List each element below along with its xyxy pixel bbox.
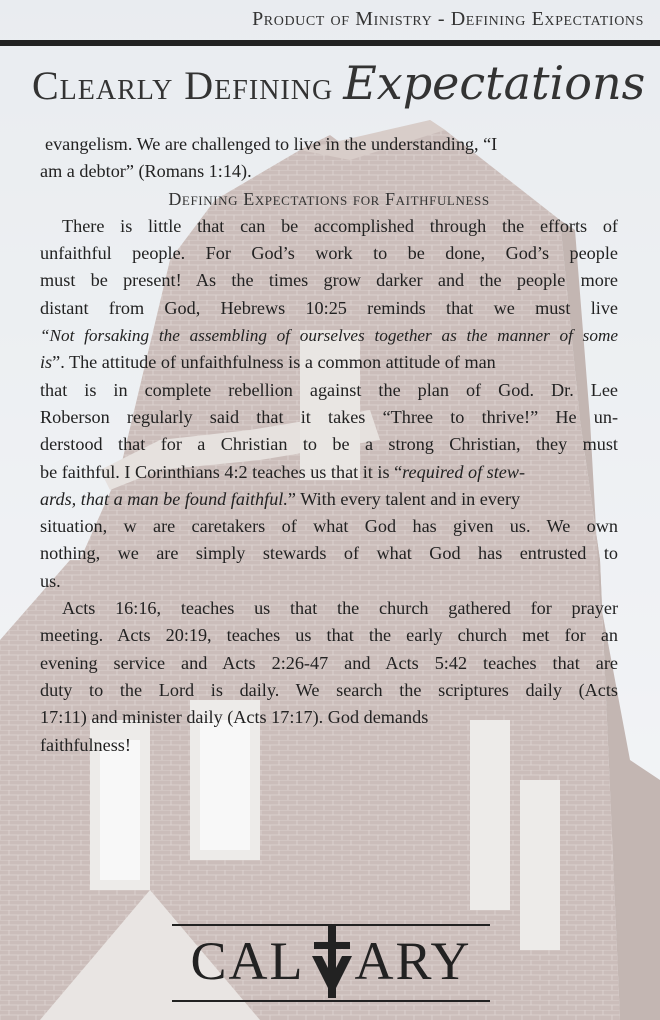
body-line: There is little that can be accomplished through the efforts of: [62, 215, 618, 236]
body-line: meeting. Acts 20:19, teaches us that the early church met for an: [40, 625, 618, 646]
body-line: Roberson regularly said that it takes “Three to thrive!” He un-: [40, 406, 618, 427]
logo-text-left: CAL: [190, 931, 305, 991]
body-line: nothing, we are simply stewards of what God has entrusted to: [40, 543, 618, 564]
body-line: am a debtor” (Romans 1:14).: [40, 161, 252, 182]
running-header: Product of Ministry - Defining Expectations: [252, 8, 644, 30]
body-line: [40, 486, 618, 513]
body-fragment: ”. The attitude of unfaithfulness is a common attitude of man: [52, 352, 496, 373]
body-line: Acts 16:16, teaches us that the church gathered for prayer: [62, 598, 618, 619]
body-line: unfaithful people. For God’s work to be done, God’s people: [40, 243, 618, 264]
body-line: faithfulness!: [40, 734, 131, 755]
body-fragment: ” With every talent and in every: [287, 488, 521, 509]
scripture-quote-fragment: required of stew-: [402, 461, 526, 482]
body-line: evening service and Acts 2:26-47 and Acts 5:42 teaches that are: [40, 652, 618, 673]
page-title: [32, 56, 645, 110]
body-line: must be present! As the times grow darker and the people more: [40, 270, 618, 291]
title-script-text: Expectations: [343, 56, 646, 110]
body-fragment: be faithful. I Corinthians 4:2 teaches us that it is “: [40, 461, 403, 482]
body-line: [40, 349, 618, 376]
body-line: situation, w are caretakers of what God has given us. We own: [40, 516, 618, 537]
body-line: [40, 459, 618, 486]
section-subheading: Defining Expectations for Faithfulness: [168, 188, 490, 209]
body-line: that is in complete rebellion against the plan of God. Dr. Lee: [40, 379, 618, 400]
scripture-quote-fragment: ards, that a man be found faithful.: [40, 488, 288, 509]
title-main-text: Clearly Defining: [32, 63, 334, 108]
scripture-quote-fragment: is: [40, 352, 53, 373]
scripture-quote-line: “Not forsaking the assembling of ourselves together as the manner of some: [40, 326, 618, 346]
body-line: us.: [40, 570, 61, 591]
body-line: duty to the Lord is daily. We search the scriptures daily (Acts: [40, 679, 618, 700]
cross-icon: [310, 926, 354, 998]
body-line: 17:11) and minister daily (Acts 17:17). God demands: [40, 707, 429, 728]
calvary-logo: [172, 924, 490, 1004]
logo-rule-bottom: [172, 1000, 490, 1002]
header-rule: [0, 40, 660, 46]
body-line: derstood that for a Christian to be a strong Christian, they must: [40, 434, 618, 455]
article-body: [40, 131, 618, 759]
body-line: distant from God, Hebrews 10:25 reminds that we must live: [40, 297, 618, 318]
logo-text-right: ARY: [354, 931, 472, 991]
body-line: evangelism. We are challenged to live in the understanding, “I: [45, 134, 498, 154]
